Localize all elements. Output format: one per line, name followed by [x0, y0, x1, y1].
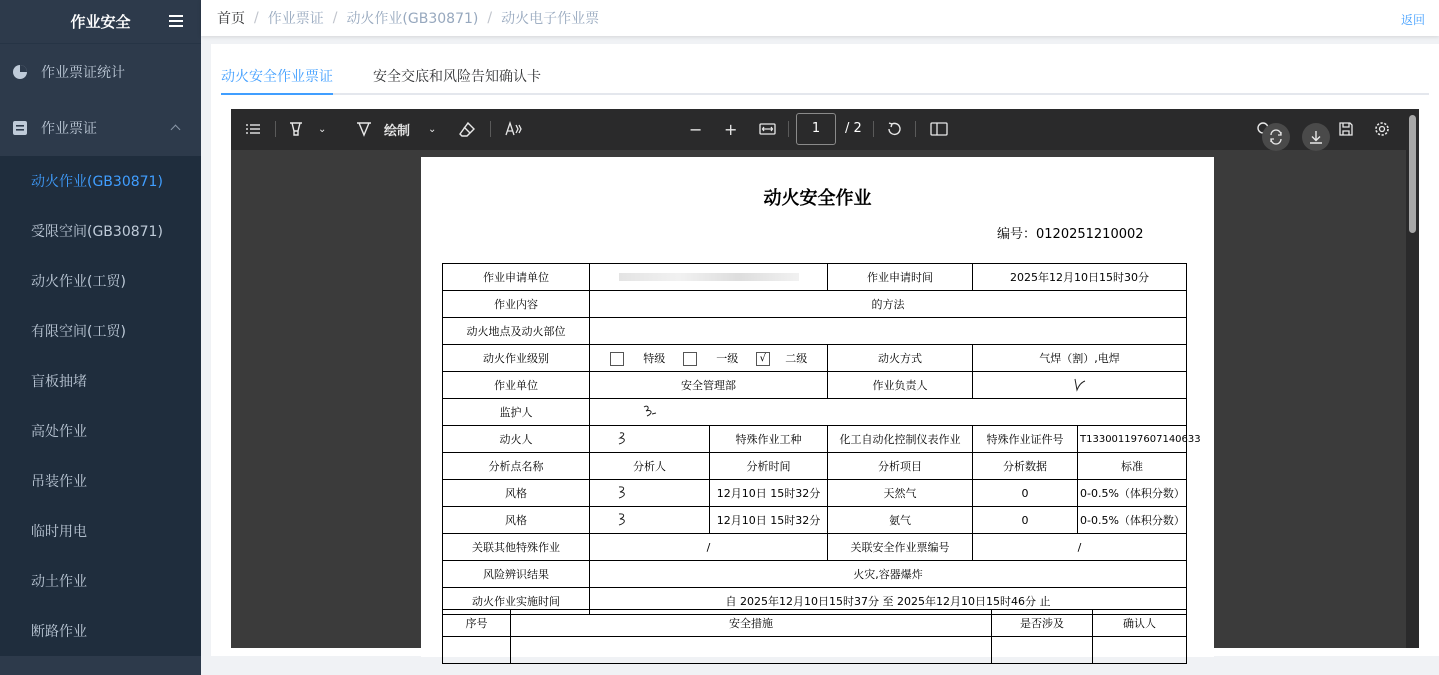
table-cell: 标准 [1078, 453, 1187, 480]
text-icon[interactable] [505, 121, 523, 137]
table-cell: 的方法 [590, 291, 1187, 318]
breadcrumb-tickets[interactable]: 作业票证 [267, 11, 324, 27]
breadcrumb-hotwork[interactable]: 动火作业(GB30871) [346, 11, 479, 27]
checkbox-unchecked [610, 352, 624, 366]
table-cell [992, 637, 1093, 664]
table-row [443, 507, 1187, 534]
table-cell: 分析项目 [828, 453, 973, 480]
safety-measures-table [442, 609, 1187, 664]
zoom-out-icon[interactable]: − [689, 119, 703, 139]
table-cell: 作业负责人 [828, 372, 973, 399]
sidebar-subitem-temp-power[interactable]: 临时用电 [31, 524, 87, 540]
table-cell [590, 399, 1187, 426]
table-cell: 火灾,容器爆炸 [590, 561, 1187, 588]
table-row [443, 426, 1187, 453]
scrollbar-thumb[interactable] [1409, 115, 1416, 233]
redacted-text [619, 273, 799, 281]
main-card [211, 44, 1439, 656]
settings-icon[interactable] [1374, 121, 1390, 137]
table-cell: 风格 [443, 480, 590, 507]
table-row [443, 480, 1187, 507]
table-cell: 动火人 [443, 426, 590, 453]
table-cell: 分析数据 [973, 453, 1078, 480]
table-row [443, 610, 1187, 637]
sidebar-item-tickets[interactable] [0, 100, 201, 156]
sidebar-subitem-blind-plate[interactable]: 盲板抽堵 [31, 374, 87, 390]
table-row [443, 399, 1187, 426]
document-title: 动火安全作业 [763, 188, 872, 209]
table-cell: 作业单位 [443, 372, 590, 399]
table-cell [511, 637, 992, 664]
table-cell [590, 345, 828, 372]
breadcrumb-current: 动火电子作业票 [501, 11, 600, 27]
table-row [443, 637, 1187, 664]
table-cell: 分析时间 [710, 453, 828, 480]
table-cell: 风险辨识结果 [443, 561, 590, 588]
table-cell [1093, 637, 1187, 664]
table-cell: 0 [973, 480, 1078, 507]
download-button[interactable] [1302, 123, 1330, 151]
table-cell: 天然气 [828, 480, 973, 507]
table-row [443, 561, 1187, 588]
toolbar-divider [915, 121, 916, 137]
table-cell: 作业申请单位 [443, 264, 590, 291]
breadcrumb-home[interactable]: 首页 [217, 11, 245, 27]
table-cell: 动火地点及动火部位 [443, 318, 590, 345]
hotwork-form-table [442, 263, 1201, 615]
back-button[interactable]: 返回 [1400, 13, 1425, 27]
tab-safety-briefing[interactable]: 安全交底和风险告知确认卡 [373, 69, 541, 85]
table-cell: 特殊作业证件号 [973, 426, 1078, 453]
table-cell: 气焊（割）,电焊 [973, 345, 1187, 372]
table-row [443, 264, 1187, 291]
table-row [443, 372, 1187, 399]
level-special-label: 特级 [643, 352, 666, 365]
sidebar-subitem-hotwork-gb[interactable]: 动火作业(GB30871) [31, 174, 163, 190]
tab-bar [221, 44, 1429, 95]
checkbox-checked: √ [756, 352, 770, 366]
table-cell: 12月10日 15时32分 [710, 507, 828, 534]
table-cell: 作业内容 [443, 291, 590, 318]
table-cell: 动火方式 [828, 345, 973, 372]
chevron-up-icon [171, 125, 181, 135]
table-header-cell: 安全措施 [511, 610, 992, 637]
table-header-cell: 是否涉及 [992, 610, 1093, 637]
chevron-down-icon[interactable]: ⌄ [318, 123, 327, 135]
table-cell: 0-0.5%（体积分数） [1078, 480, 1187, 507]
sidebar-item-label: 作业票证 [41, 121, 97, 137]
table-cell: 特殊作业工种 [710, 426, 828, 453]
table-cell: 安全管理部 [590, 372, 828, 399]
table-row [443, 345, 1187, 372]
document-icon [12, 120, 28, 136]
document-number [997, 223, 1144, 242]
sidebar-subitem-height-work[interactable]: 高处作业 [31, 424, 87, 440]
sidebar-item-label: 作业票证统计 [41, 65, 125, 81]
zoom-in-icon[interactable]: + [724, 119, 738, 139]
page-layout-icon[interactable] [930, 121, 948, 137]
level-one-label: 一级 [716, 352, 739, 365]
breadcrumb-separator: / [254, 10, 259, 26]
sidebar-subitem-road-break[interactable]: 断路作业 [31, 624, 87, 640]
toolbar-divider [873, 121, 874, 137]
table-cell: 作业申请时间 [828, 264, 973, 291]
table-cell: 动火作业级别 [443, 345, 590, 372]
sidebar-subitem-limited-space[interactable]: 有限空间(工贸) [31, 324, 126, 340]
level-two-label: 二级 [785, 352, 808, 365]
sidebar-item-stats[interactable] [0, 44, 201, 100]
table-cell [590, 507, 710, 534]
signature-image [616, 484, 632, 500]
pie-chart-icon [12, 64, 28, 80]
table-cell: / [590, 534, 828, 561]
eraser-icon[interactable] [459, 121, 475, 137]
signature-image [1072, 376, 1088, 392]
table-header-cell: 确认人 [1093, 610, 1187, 637]
draw-label[interactable]: 绘制 [384, 123, 411, 139]
signature-image [616, 511, 632, 527]
breadcrumb-separator: / [332, 10, 338, 26]
toolbar-divider [788, 121, 789, 137]
table-cell: 分析点名称 [443, 453, 590, 480]
table-row [443, 453, 1187, 480]
toolbar-divider [490, 121, 491, 137]
sidebar-submenu [0, 156, 201, 656]
table-cell: 0 [973, 507, 1078, 534]
signature-image [616, 430, 632, 446]
sidebar-subitem-hotwork-industry[interactable]: 动火作业(工贸) [31, 274, 126, 290]
pdf-scrollbar[interactable] [1406, 109, 1419, 648]
table-cell [590, 426, 710, 453]
outline-list-icon[interactable] [245, 121, 261, 137]
pdf-page [421, 157, 1214, 657]
breadcrumb-separator: / [487, 10, 493, 26]
hamburger-menu-icon[interactable] [169, 15, 183, 27]
signature-image [642, 403, 658, 419]
table-cell: 12月10日 15时32分 [710, 480, 828, 507]
toolbar-divider [275, 121, 276, 137]
table-row [443, 291, 1187, 318]
table-cell: 监护人 [443, 399, 590, 426]
sidebar-header [0, 0, 201, 44]
sidebar-subitem-lifting[interactable]: 吊装作业 [31, 474, 87, 490]
table-row [443, 318, 1187, 345]
table-cell: 分析人 [590, 453, 710, 480]
table-cell: 氨气 [828, 507, 973, 534]
fit-width-icon[interactable] [759, 121, 776, 137]
table-cell [443, 637, 511, 664]
table-cell: 动火作业实施时间 [443, 588, 590, 615]
pdf-viewer [231, 109, 1419, 648]
table-cell [590, 318, 1187, 345]
table-cell: T133001197607140633 [1078, 426, 1187, 453]
table-row [443, 534, 1187, 561]
table-cell: 化工自动化控制仪表作业 [828, 426, 973, 453]
sidebar-title: 作业安全 [70, 13, 131, 31]
table-cell: 2025年12月10日15时30分 [973, 264, 1187, 291]
document-number-value: 0120251210002 [1036, 227, 1144, 242]
document-number-label: 编号： [997, 227, 1037, 242]
rotate-icon[interactable] [886, 121, 903, 137]
table-cell: 关联安全作业票编号 [828, 534, 973, 561]
checkbox-unchecked [683, 352, 697, 366]
table-cell [590, 264, 828, 291]
table-cell: 0-0.5%（体积分数） [1078, 507, 1187, 534]
refresh-button[interactable] [1262, 123, 1290, 151]
draw-icon[interactable] [356, 121, 372, 137]
sidebar-subitem-confined-gb[interactable]: 受限空间(GB30871) [31, 224, 163, 240]
table-header-cell: 序号 [443, 610, 511, 637]
table-cell: / [973, 534, 1187, 561]
download-icon [1308, 129, 1324, 145]
table-cell: 自 2025年12月10日15时37分 至 2025年12月10日15时46分 止 [590, 588, 1187, 615]
active-tab-indicator [221, 93, 333, 95]
refresh-icon [1268, 129, 1284, 145]
save-icon[interactable] [1338, 121, 1354, 137]
page-number-input[interactable]: 1 [796, 113, 836, 145]
table-cell: 关联其他特殊作业 [443, 534, 590, 561]
sidebar [0, 0, 201, 675]
sidebar-subitem-excavation[interactable]: 动土作业 [31, 574, 87, 590]
table-cell [590, 480, 710, 507]
highlight-icon[interactable] [288, 121, 304, 137]
table-cell [973, 372, 1187, 399]
chevron-down-icon[interactable]: ⌄ [428, 123, 437, 135]
pdf-toolbar [231, 109, 1406, 150]
tab-hotwork-ticket[interactable]: 动火安全作业票证 [221, 69, 333, 85]
table-cell: 风格 [443, 507, 590, 534]
page-count: / 2 [845, 121, 862, 136]
top-bar [201, 0, 1439, 36]
